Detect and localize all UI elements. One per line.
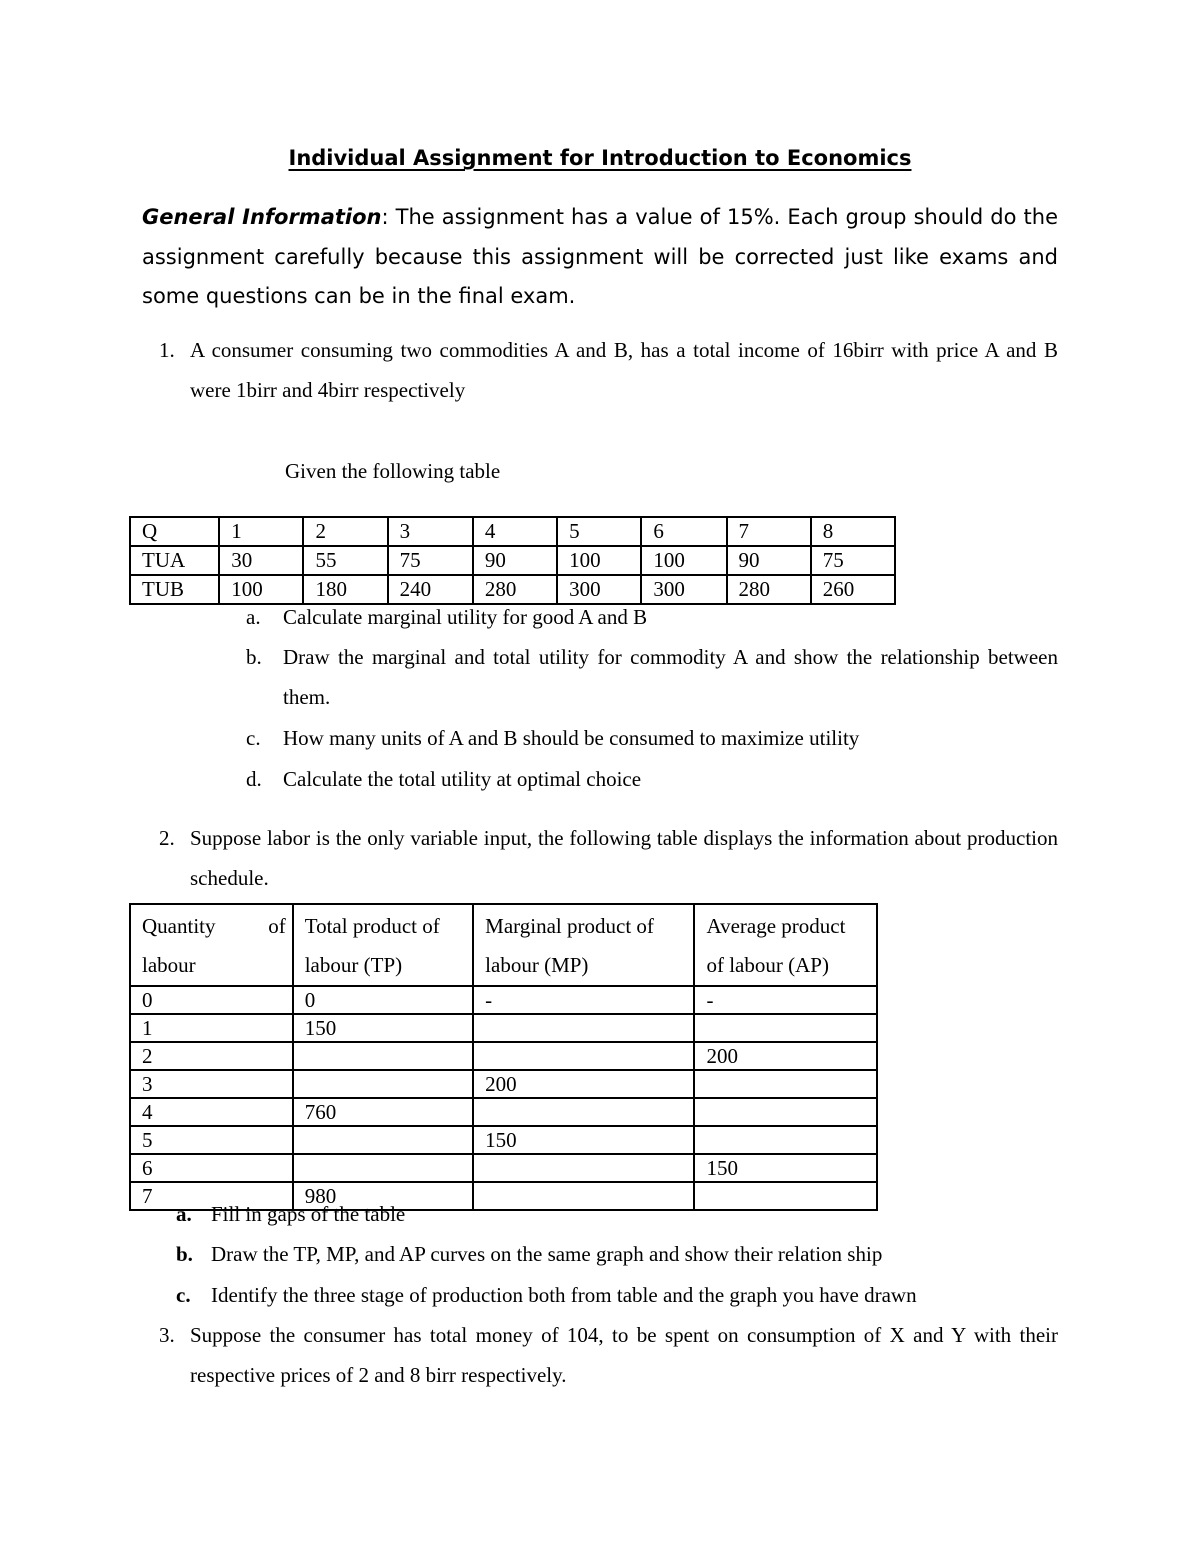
question-1-number: 1. xyxy=(159,338,175,362)
table-cell xyxy=(694,1126,877,1154)
sub-question-text: Calculate marginal utility for good A and B xyxy=(283,605,648,629)
general-information-text: : The assignment has a value of 15%. Each group should do the assignment carefully because this assignment will be corrected just like exams and some questions can be in the final exam. xyxy=(142,205,1058,308)
table-row xyxy=(130,1014,877,1042)
table-cell: 180 xyxy=(303,575,387,604)
table-cell xyxy=(293,1154,473,1182)
header-total-product xyxy=(293,904,473,986)
table-cell: 1 xyxy=(130,1014,293,1042)
table-cell xyxy=(473,1154,694,1182)
table-cell xyxy=(293,1070,473,1098)
table-cell: 2 xyxy=(303,517,387,546)
table-cell: 75 xyxy=(811,546,895,575)
table-cell: 300 xyxy=(641,575,726,604)
sub-question-label: b. xyxy=(246,645,262,669)
sub-question-text: Calculate the total utility at optimal choice xyxy=(283,767,642,791)
question-3-number: 3. xyxy=(159,1323,175,1347)
header-text: Marginal product of xyxy=(485,914,654,938)
header-text: Average product xyxy=(706,914,846,938)
sub-question-label: d. xyxy=(246,767,262,791)
table-cell: 30 xyxy=(219,546,303,575)
table-cell: 100 xyxy=(557,546,641,575)
table-cell: TUB xyxy=(130,575,219,604)
header-text: Quantity xyxy=(142,914,216,938)
header-text: of xyxy=(268,914,286,938)
sub-question-label: c. xyxy=(176,1283,191,1307)
table-cell: 7 xyxy=(130,1182,293,1210)
table-cell: Q xyxy=(130,517,219,546)
table-cell: 300 xyxy=(557,575,641,604)
table-row xyxy=(130,546,895,575)
question-2-number: 2. xyxy=(159,826,175,850)
table-cell: 0 xyxy=(293,986,473,1014)
table-cell: 5 xyxy=(130,1126,293,1154)
header-text: Total product of xyxy=(304,914,440,938)
table-cell: 760 xyxy=(293,1098,473,1126)
table-cell: 4 xyxy=(473,517,557,546)
table-cell: 100 xyxy=(219,575,303,604)
table-row xyxy=(130,1042,877,1070)
table-intro: Given the following table xyxy=(285,459,501,483)
table-cell: 55 xyxy=(303,546,387,575)
document-title: Individual Assignment for Introduction to Economics xyxy=(288,146,912,170)
table-cell: 7 xyxy=(727,517,811,546)
question-3-text: Suppose the consumer has total money of 104, to be spent on consumption of X and Y with their respective prices of 2 and 8 birr respectively. xyxy=(190,1323,1058,1387)
table-cell: 200 xyxy=(694,1042,877,1070)
table-cell: 200 xyxy=(473,1070,694,1098)
sub-question-text: Draw the marginal and total utility for commodity A and show the relationship between them. xyxy=(283,645,1058,709)
table-cell: - xyxy=(473,986,694,1014)
question-1-text: A consumer consuming two commodities A and B, has a total income of 16birr with price A and B were 1birr and 4birr respectively xyxy=(190,338,1058,402)
table-cell: 5 xyxy=(557,517,641,546)
table-cell: 100 xyxy=(641,546,726,575)
header-text: labour (MP) xyxy=(485,953,589,977)
table-cell xyxy=(473,1014,694,1042)
general-information-label: General Information xyxy=(142,205,382,229)
table-cell: 280 xyxy=(473,575,557,604)
table-row xyxy=(130,517,895,546)
header-text: of labour (AP) xyxy=(706,953,829,977)
table-cell: 280 xyxy=(727,575,811,604)
table-cell xyxy=(473,1042,694,1070)
table-row xyxy=(130,1154,877,1182)
production-table-header xyxy=(130,904,877,986)
table-cell: 150 xyxy=(473,1126,694,1154)
table-row xyxy=(130,986,877,1014)
table-cell: 75 xyxy=(388,546,473,575)
table-cell xyxy=(694,1098,877,1126)
table-cell: TUA xyxy=(130,546,219,575)
table-cell: 6 xyxy=(130,1154,293,1182)
table-cell: 90 xyxy=(727,546,811,575)
table-cell: 240 xyxy=(388,575,473,604)
sub-question-label: b. xyxy=(176,1242,193,1266)
header-text: labour xyxy=(142,953,196,977)
table-cell xyxy=(694,1014,877,1042)
table-cell xyxy=(293,1042,473,1070)
sub-question-label: c. xyxy=(246,726,261,750)
table-cell: 0 xyxy=(130,986,293,1014)
table-cell: 8 xyxy=(811,517,895,546)
table-cell: 6 xyxy=(641,517,726,546)
table-cell: 90 xyxy=(473,546,557,575)
sub-question-label: a. xyxy=(246,605,261,629)
table-cell xyxy=(473,1098,694,1126)
general-information xyxy=(142,198,1058,317)
table-row xyxy=(130,1070,877,1098)
table-cell: 3 xyxy=(388,517,473,546)
table-cell: 3 xyxy=(130,1070,293,1098)
sub-question-text: Fill in gaps of the table xyxy=(211,1202,406,1226)
header-text: labour (TP) xyxy=(304,953,403,977)
header-marginal-product xyxy=(473,904,694,986)
table-cell: 980 xyxy=(293,1182,473,1210)
header-quantity-of-labour xyxy=(130,904,293,986)
sub-question-text: Draw the TP, MP, and AP curves on the same graph and show their relation ship xyxy=(211,1242,883,1266)
header-average-product xyxy=(694,904,877,986)
table-row xyxy=(130,1098,877,1126)
table-cell: - xyxy=(694,986,877,1014)
table-cell: 150 xyxy=(293,1014,473,1042)
utility-table xyxy=(129,516,896,605)
table-cell: 4 xyxy=(130,1098,293,1126)
sub-question-text: Identify the three stage of production both from table and the graph you have drawn xyxy=(211,1283,917,1307)
table-cell: 1 xyxy=(219,517,303,546)
sub-question-text: How many units of A and B should be consumed to maximize utility xyxy=(283,726,860,750)
table-cell xyxy=(293,1126,473,1154)
table-cell: 2 xyxy=(130,1042,293,1070)
production-table xyxy=(129,903,878,1211)
table-cell: 150 xyxy=(694,1154,877,1182)
question-2-text: Suppose labor is the only variable input, the following table displays the information about production schedule. xyxy=(190,826,1058,890)
table-row xyxy=(130,1126,877,1154)
table-cell: 260 xyxy=(811,575,895,604)
sub-question-label: a. xyxy=(176,1202,192,1226)
table-cell xyxy=(694,1070,877,1098)
